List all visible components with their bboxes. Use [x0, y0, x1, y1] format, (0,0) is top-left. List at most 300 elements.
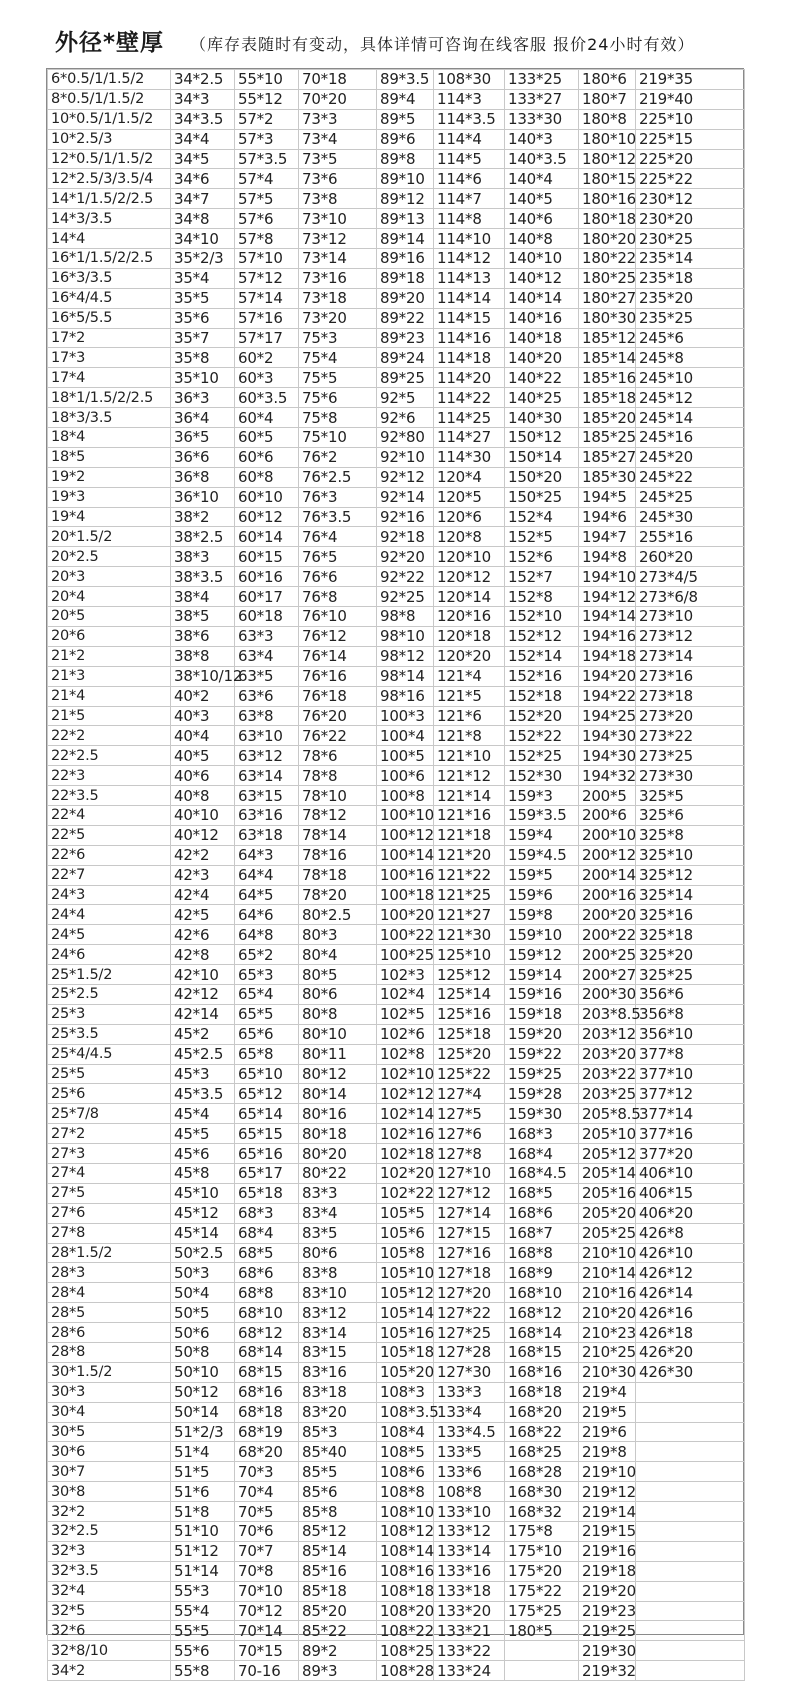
size-cell: 114*5: [434, 149, 505, 169]
size-cell: 38*2: [171, 507, 235, 527]
size-cell: 65*15: [235, 1124, 299, 1144]
size-cell: 406*20: [636, 1203, 745, 1223]
size-cell: 83*16: [299, 1362, 377, 1382]
size-cell: 159*20: [505, 1024, 579, 1044]
size-cell: 40*12: [171, 825, 235, 845]
size-cell: 30*5: [48, 1422, 171, 1442]
size-cell: 89*12: [377, 189, 434, 209]
size-cell: 98*8: [377, 607, 434, 627]
size-cell: 38*2.5: [171, 527, 235, 547]
size-cell: 100*4: [377, 726, 434, 746]
size-cell: 175*20: [505, 1561, 579, 1581]
size-cell: 60*16: [235, 567, 299, 587]
size-cell: 30*6: [48, 1442, 171, 1462]
size-cell: 85*8: [299, 1502, 377, 1522]
size-cell: 22*6: [48, 845, 171, 865]
size-cell: 114*3: [434, 89, 505, 109]
size-cell: 102*8: [377, 1044, 434, 1064]
size-cell: 180*8: [579, 109, 636, 129]
size-cell: 121*6: [434, 706, 505, 726]
size-cell: 168*28: [505, 1462, 579, 1482]
size-cell: 200*5: [579, 786, 636, 806]
size-cell: 114*4: [434, 129, 505, 149]
size-cell: 27*6: [48, 1203, 171, 1223]
size-cell: 30*1.5/2: [48, 1362, 171, 1382]
size-cell: 92*12: [377, 467, 434, 487]
size-cell: 180*16: [579, 189, 636, 209]
size-cell: 34*10: [171, 229, 235, 249]
size-cell: 133*5: [434, 1442, 505, 1462]
size-cell: 377*14: [636, 1104, 745, 1124]
size-cell: 108*8: [434, 1482, 505, 1502]
size-cell: 85*5: [299, 1462, 377, 1482]
size-cell: 273*14: [636, 646, 745, 666]
size-cell: 133*4.5: [434, 1422, 505, 1442]
size-cell: 133*16: [434, 1561, 505, 1581]
size-cell: 98*16: [377, 686, 434, 706]
size-cell: 260*20: [636, 547, 745, 567]
size-cell: 76*14: [299, 646, 377, 666]
table-row: [48, 169, 745, 189]
size-cell: [505, 1661, 579, 1681]
size-cell: 92*6: [377, 408, 434, 428]
size-cell: 114*8: [434, 209, 505, 229]
size-cell: 45*8: [171, 1163, 235, 1183]
size-cell: 40*2: [171, 686, 235, 706]
size-cell: 21*2: [48, 646, 171, 666]
size-cell: 70*14: [235, 1621, 299, 1641]
size-cell: 140*22: [505, 368, 579, 388]
size-cell: 219*20: [579, 1581, 636, 1601]
size-cell: 70*8: [235, 1561, 299, 1581]
size-cell: 152*6: [505, 547, 579, 567]
size-cell: 108*25: [377, 1641, 434, 1661]
size-cell: 159*3: [505, 786, 579, 806]
size-cell: 89*22: [377, 308, 434, 328]
table-row: [48, 1124, 745, 1144]
size-cell: [636, 1402, 745, 1422]
size-cell: 114*12: [434, 249, 505, 269]
size-cell: 230*20: [636, 209, 745, 229]
size-cell: 108*5: [377, 1442, 434, 1462]
size-cell: 70-16: [235, 1661, 299, 1681]
size-cell: 102*6: [377, 1024, 434, 1044]
table-row: [48, 348, 745, 368]
size-cell: 194*6: [579, 507, 636, 527]
size-cell: 85*14: [299, 1541, 377, 1561]
size-cell: 70*12: [235, 1601, 299, 1621]
size-cell: 17*3: [48, 348, 171, 368]
size-cell: 78*20: [299, 885, 377, 905]
size-cell: 210*23: [579, 1323, 636, 1343]
size-cell: 42*3: [171, 865, 235, 885]
size-cell: 89*18: [377, 268, 434, 288]
table-row: [48, 288, 745, 308]
size-cell: 108*20: [377, 1601, 434, 1621]
size-cell: 80*22: [299, 1163, 377, 1183]
size-cell: 180*27: [579, 288, 636, 308]
size-cell: 273*18: [636, 686, 745, 706]
size-cell: 133*25: [505, 70, 579, 90]
size-cell: 273*10: [636, 607, 745, 627]
size-cell: 185*12: [579, 328, 636, 348]
table-row: [48, 1541, 745, 1561]
size-cell: 60*10: [235, 487, 299, 507]
size-cell: 28*5: [48, 1303, 171, 1323]
size-cell: 100*14: [377, 845, 434, 865]
size-cell: 105*14: [377, 1303, 434, 1323]
table-row: [48, 507, 745, 527]
size-cell: 200*14: [579, 865, 636, 885]
size-cell: 30*3: [48, 1382, 171, 1402]
size-cell: 194*16: [579, 626, 636, 646]
size-cell: 125*14: [434, 984, 505, 1004]
size-cell: 159*18: [505, 1004, 579, 1024]
size-cell: 45*4: [171, 1104, 235, 1124]
size-cell: 152*16: [505, 666, 579, 686]
size-cell: 92*5: [377, 388, 434, 408]
size-cell: 205*12: [579, 1144, 636, 1164]
size-cell: 210*30: [579, 1362, 636, 1382]
size-cell: 78*14: [299, 825, 377, 845]
size-cell: 35*8: [171, 348, 235, 368]
size-cell: 168*22: [505, 1422, 579, 1442]
size-cell: 22*2.5: [48, 746, 171, 766]
size-cell: 159*12: [505, 945, 579, 965]
table-row: [48, 607, 745, 627]
size-cell: 105*6: [377, 1223, 434, 1243]
size-cell: 152*25: [505, 746, 579, 766]
size-cell: 105*12: [377, 1283, 434, 1303]
table-row: [48, 885, 745, 905]
size-cell: 55*3: [171, 1581, 235, 1601]
size-cell: [636, 1522, 745, 1542]
table-row: [48, 70, 745, 90]
size-cell: 325*10: [636, 845, 745, 865]
size-cell: 356*6: [636, 984, 745, 1004]
size-cell: 73*5: [299, 149, 377, 169]
size-cell: 133*14: [434, 1541, 505, 1561]
size-cell: 34*5: [171, 149, 235, 169]
table-row: [48, 447, 745, 467]
size-cell: 34*3: [171, 89, 235, 109]
size-cell: 28*1.5/2: [48, 1243, 171, 1263]
size-cell: 140*6: [505, 209, 579, 229]
size-cell: 152*20: [505, 706, 579, 726]
size-cell: 105*10: [377, 1263, 434, 1283]
table-row: [48, 249, 745, 269]
size-cell: [636, 1561, 745, 1581]
size-cell: 63*15: [235, 786, 299, 806]
size-cell: 42*12: [171, 984, 235, 1004]
size-cell: 200*6: [579, 805, 636, 825]
size-cell: 168*20: [505, 1402, 579, 1422]
table-row: [48, 1561, 745, 1581]
size-cell: 168*9: [505, 1263, 579, 1283]
size-table-body: [48, 70, 745, 1681]
page-title: 外径*壁厚: [55, 30, 165, 56]
size-cell: 60*3: [235, 368, 299, 388]
size-cell: 100*5: [377, 746, 434, 766]
size-cell: 219*16: [579, 1541, 636, 1561]
size-cell: [636, 1422, 745, 1442]
size-cell: 168*4.5: [505, 1163, 579, 1183]
size-cell: 51*2/3: [171, 1422, 235, 1442]
size-cell: 108*28: [377, 1661, 434, 1681]
size-cell: 83*3: [299, 1183, 377, 1203]
table-row: [48, 1482, 745, 1502]
size-cell: 18*1/1.5/2/2.5: [48, 388, 171, 408]
size-cell: 210*14: [579, 1263, 636, 1283]
size-cell: 245*12: [636, 388, 745, 408]
size-cell: 140*16: [505, 308, 579, 328]
size-cell: 50*2.5: [171, 1243, 235, 1263]
size-cell: 356*8: [636, 1004, 745, 1024]
size-cell: 50*8: [171, 1343, 235, 1363]
size-cell: 98*10: [377, 626, 434, 646]
size-cell: 100*16: [377, 865, 434, 885]
size-cell: 245*22: [636, 467, 745, 487]
size-cell: 76*6: [299, 567, 377, 587]
size-cell: 92*14: [377, 487, 434, 507]
size-cell: 225*10: [636, 109, 745, 129]
size-cell: 73*3: [299, 109, 377, 129]
size-cell: 356*10: [636, 1024, 745, 1044]
size-cell: [636, 1502, 745, 1522]
size-cell: 150*25: [505, 487, 579, 507]
size-cell: 57*17: [235, 328, 299, 348]
size-cell: 105*16: [377, 1323, 434, 1343]
size-cell: 70*7: [235, 1541, 299, 1561]
size-cell: 22*7: [48, 865, 171, 885]
size-cell: 180*10: [579, 129, 636, 149]
size-cell: 185*25: [579, 428, 636, 448]
size-cell: 127*22: [434, 1303, 505, 1323]
size-cell: 102*16: [377, 1124, 434, 1144]
size-cell: 68*14: [235, 1343, 299, 1363]
table-row: [48, 1343, 745, 1363]
size-cell: 51*6: [171, 1482, 235, 1502]
size-cell: 92*18: [377, 527, 434, 547]
size-cell: 121*20: [434, 845, 505, 865]
size-cell: 51*14: [171, 1561, 235, 1581]
size-cell: 22*3: [48, 766, 171, 786]
size-cell: 25*2.5: [48, 984, 171, 1004]
size-cell: 219*5: [579, 1402, 636, 1422]
size-cell: 159*4: [505, 825, 579, 845]
table-row: [48, 666, 745, 686]
size-cell: 168*12: [505, 1303, 579, 1323]
size-cell: 194*7: [579, 527, 636, 547]
size-cell: 273*12: [636, 626, 745, 646]
size-cell: 55*4: [171, 1601, 235, 1621]
size-cell: 205*16: [579, 1183, 636, 1203]
table-row: [48, 1064, 745, 1084]
size-cell: 78*8: [299, 766, 377, 786]
size-cell: 150*12: [505, 428, 579, 448]
table-row: [48, 1104, 745, 1124]
size-cell: 235*14: [636, 249, 745, 269]
size-cell: 200*20: [579, 905, 636, 925]
size-cell: 89*24: [377, 348, 434, 368]
table-row: [48, 1422, 745, 1442]
size-cell: 426*14: [636, 1283, 745, 1303]
size-cell: 70*15: [235, 1641, 299, 1661]
size-cell: 76*12: [299, 626, 377, 646]
size-cell: 219*30: [579, 1641, 636, 1661]
size-cell: 73*10: [299, 209, 377, 229]
size-cell: 180*6: [579, 70, 636, 90]
size-cell: 230*25: [636, 229, 745, 249]
size-cell: 57*3: [235, 129, 299, 149]
size-cell: 64*4: [235, 865, 299, 885]
size-cell: 133*30: [505, 109, 579, 129]
size-cell: 100*10: [377, 805, 434, 825]
size-cell: 168*3: [505, 1124, 579, 1144]
size-cell: 76*16: [299, 666, 377, 686]
size-cell: 75*5: [299, 368, 377, 388]
size-cell: 125*10: [434, 945, 505, 965]
size-cell: 89*13: [377, 209, 434, 229]
size-cell: 140*12: [505, 268, 579, 288]
size-cell: 92*20: [377, 547, 434, 567]
size-cell: 85*18: [299, 1581, 377, 1601]
size-cell: 205*20: [579, 1203, 636, 1223]
size-cell: 73*20: [299, 308, 377, 328]
size-cell: 70*10: [235, 1581, 299, 1601]
size-cell: 83*14: [299, 1323, 377, 1343]
size-cell: 68*3: [235, 1203, 299, 1223]
size-cell: 89*5: [377, 109, 434, 129]
size-cell: 14*4: [48, 229, 171, 249]
size-cell: 24*4: [48, 905, 171, 925]
size-cell: 38*4: [171, 587, 235, 607]
size-cell: 21*4: [48, 686, 171, 706]
size-cell: 45*3: [171, 1064, 235, 1084]
size-cell: 273*6/8: [636, 587, 745, 607]
size-cell: 63*18: [235, 825, 299, 845]
size-cell: 133*6: [434, 1462, 505, 1482]
size-cell: 60*8: [235, 467, 299, 487]
size-cell: 140*30: [505, 408, 579, 428]
size-cell: 24*3: [48, 885, 171, 905]
size-cell: 75*4: [299, 348, 377, 368]
size-cell: 121*4: [434, 666, 505, 686]
size-cell: 92*22: [377, 567, 434, 587]
size-cell: 63*3: [235, 626, 299, 646]
size-cell: 140*8: [505, 229, 579, 249]
size-cell: 51*8: [171, 1502, 235, 1522]
size-cell: 68*19: [235, 1422, 299, 1442]
size-cell: 76*2: [299, 447, 377, 467]
table-row: [48, 984, 745, 1004]
size-cell: 175*25: [505, 1601, 579, 1621]
table-row: [48, 825, 745, 845]
size-cell: 219*15: [579, 1522, 636, 1542]
size-cell: 76*4: [299, 527, 377, 547]
size-cell: 73*6: [299, 169, 377, 189]
size-cell: 25*4/4.5: [48, 1044, 171, 1064]
size-cell: 34*7: [171, 189, 235, 209]
size-cell: 80*12: [299, 1064, 377, 1084]
size-cell: 120*14: [434, 587, 505, 607]
table-row: [48, 905, 745, 925]
size-cell: 273*16: [636, 666, 745, 686]
size-cell: 102*18: [377, 1144, 434, 1164]
table-row: [48, 1323, 745, 1343]
size-cell: 25*6: [48, 1084, 171, 1104]
size-cell: 185*30: [579, 467, 636, 487]
size-cell: 200*27: [579, 965, 636, 985]
size-cell: 70*3: [235, 1462, 299, 1482]
size-cell: 40*4: [171, 726, 235, 746]
size-cell: 40*5: [171, 746, 235, 766]
size-cell: 194*10: [579, 567, 636, 587]
page-header: [0, 22, 790, 66]
size-cell: 325*5: [636, 786, 745, 806]
table-row: [48, 587, 745, 607]
size-cell: 60*3.5: [235, 388, 299, 408]
size-cell: 152*7: [505, 567, 579, 587]
size-cell: 80*8: [299, 1004, 377, 1024]
size-cell: 19*3: [48, 487, 171, 507]
size-cell: 185*16: [579, 368, 636, 388]
size-cell: 65*2: [235, 945, 299, 965]
table-row: [48, 865, 745, 885]
size-cell: 108*3: [377, 1382, 434, 1402]
size-cell: 121*22: [434, 865, 505, 885]
size-cell: 102*5: [377, 1004, 434, 1024]
table-row: [48, 1203, 745, 1223]
size-cell: 180*20: [579, 229, 636, 249]
size-cell: 210*25: [579, 1343, 636, 1363]
size-cell: 159*30: [505, 1104, 579, 1124]
size-cell: 325*14: [636, 885, 745, 905]
size-cell: 121*12: [434, 766, 505, 786]
size-cell: 120*5: [434, 487, 505, 507]
size-cell: 125*22: [434, 1064, 505, 1084]
size-cell: 100*22: [377, 925, 434, 945]
size-cell: 76*18: [299, 686, 377, 706]
size-cell: 45*3.5: [171, 1084, 235, 1104]
size-cell: 32*3.5: [48, 1561, 171, 1581]
size-cell: 152*22: [505, 726, 579, 746]
table-row: [48, 1382, 745, 1402]
size-cell: 102*10: [377, 1064, 434, 1084]
size-cell: [636, 1641, 745, 1661]
size-cell: 377*20: [636, 1144, 745, 1164]
table-row: [48, 368, 745, 388]
size-cell: 19*2: [48, 467, 171, 487]
size-cell: 35*7: [171, 328, 235, 348]
size-cell: 185*27: [579, 447, 636, 467]
size-cell: 64*5: [235, 885, 299, 905]
size-cell: 89*14: [377, 229, 434, 249]
size-cell: 16*4/4.5: [48, 288, 171, 308]
size-cell: 203*22: [579, 1064, 636, 1084]
table-row: [48, 1641, 745, 1661]
size-cell: 114*3.5: [434, 109, 505, 129]
size-cell: 78*10: [299, 786, 377, 806]
size-cell: 89*16: [377, 249, 434, 269]
size-cell: 36*4: [171, 408, 235, 428]
size-cell: 65*16: [235, 1144, 299, 1164]
table-row: [48, 646, 745, 666]
size-cell: 20*5: [48, 607, 171, 627]
size-cell: 377*8: [636, 1044, 745, 1064]
table-row: [48, 428, 745, 448]
size-cell: 325*16: [636, 905, 745, 925]
